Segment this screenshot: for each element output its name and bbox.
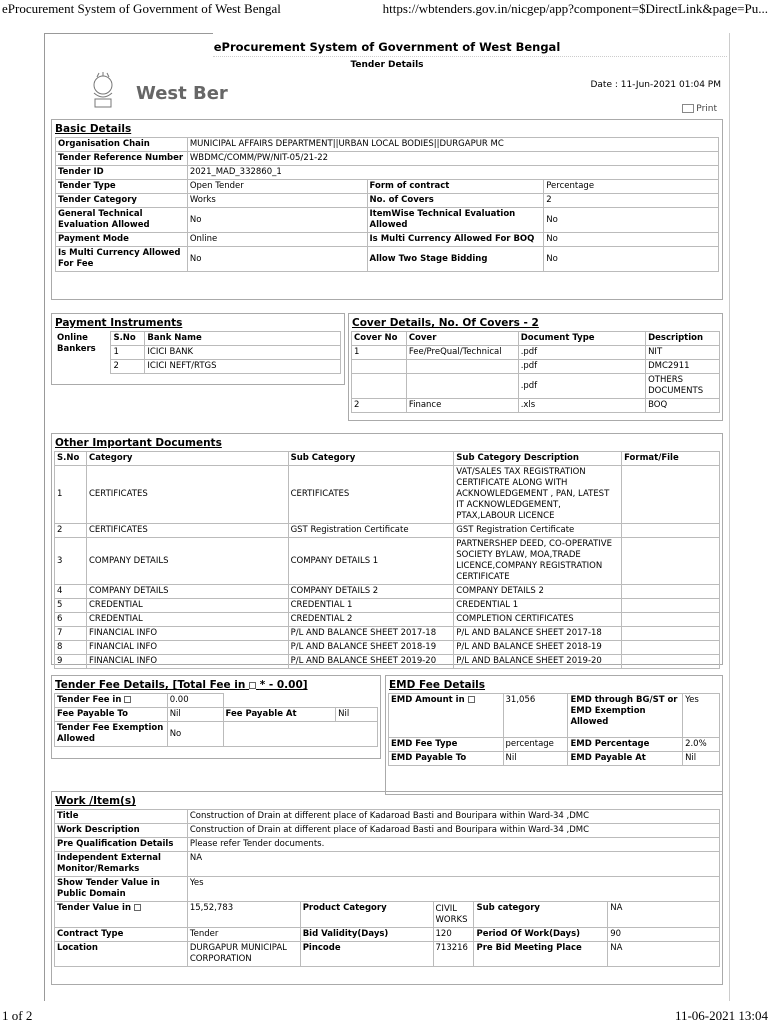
cell: 4 (55, 585, 87, 599)
value: Tender (187, 928, 300, 942)
cell: P/L AND BALANCE SHEET 2018-19 (288, 641, 454, 655)
cell: ICICI BANK (145, 346, 341, 360)
fee-title-prefix: Tender Fee Details, [Total Fee in (55, 679, 246, 691)
cell: 1 (352, 346, 407, 360)
print-label: Print (696, 104, 717, 114)
cell: CREDENTIAL 1 (288, 599, 454, 613)
value: 90 (608, 928, 720, 942)
column-header: Document Type (518, 332, 645, 346)
column-header: Description (646, 332, 720, 346)
value: Please refer Tender documents. (187, 838, 719, 852)
value: No (187, 247, 367, 272)
other-documents-section (51, 433, 723, 665)
label: Show Tender Value in Public Domain (55, 877, 188, 902)
label: General Technical Evaluation Allowed (56, 208, 188, 233)
label: Form of contract (367, 180, 544, 194)
section-title: Payment Instruments (55, 317, 183, 329)
cell: 3 (55, 538, 87, 585)
cell: BOQ (646, 399, 720, 413)
value: DURGAPUR MUNICIPAL CORPORATION (187, 942, 300, 967)
cell (622, 585, 720, 599)
table-row (56, 194, 719, 208)
value: 2 (544, 194, 719, 208)
value: Online (187, 233, 367, 247)
value: Works (187, 194, 367, 208)
value: Nil (503, 752, 568, 766)
cell: .pdf (518, 360, 645, 374)
table-row (56, 247, 719, 272)
table-row (389, 752, 720, 766)
cell: COMPANY DETAILS (86, 585, 288, 599)
table-row (56, 208, 719, 233)
table-row (55, 852, 720, 877)
cell (336, 694, 378, 708)
print-page-title: eProcurement System of Government of West Bengal (2, 1, 281, 16)
section-title (55, 679, 380, 691)
cell: VAT/SALES TAX REGISTRATION CERTIFICATE ALONG WITH ACKNOWLEDGEMENT , PAN, LATEST IT ACKNOWLEDGEMENT, PTAX,LABOUR LICENCE (454, 466, 622, 524)
column-header: Cover No (352, 332, 407, 346)
cell: P/L AND BALANCE SHEET 2019-20 (454, 655, 622, 669)
table-row (56, 180, 719, 194)
cell: COMPLETION CERTIFICATES (454, 613, 622, 627)
fee-in-label: Tender Fee in (57, 695, 122, 705)
cell: CREDENTIAL 2 (288, 613, 454, 627)
section-title: Other Important Documents (55, 437, 222, 449)
cell: CREDENTIAL 1 (454, 599, 622, 613)
cover-table (351, 331, 720, 413)
table-row (389, 738, 720, 752)
cell: P/L AND BALANCE SHEET 2017-18 (288, 627, 454, 641)
label (55, 902, 188, 928)
value: 713216 (433, 942, 474, 967)
label: Independent External Monitor/Remarks (55, 852, 188, 877)
cell: CERTIFICATES (86, 466, 288, 524)
value: No (167, 722, 223, 747)
label: Contract Type (55, 928, 188, 942)
tender-fee-section (51, 675, 381, 759)
column-header: Sub Category (288, 452, 454, 466)
cell (406, 360, 518, 374)
table-row (55, 877, 720, 902)
cell (622, 466, 720, 524)
value: 31,056 (503, 694, 568, 738)
current-date: Date : 11-Jun-2021 01:04 PM (590, 80, 721, 90)
cell: .pdf (518, 346, 645, 360)
value: No (187, 208, 367, 233)
label: EMD Fee Type (389, 738, 504, 752)
table-row (55, 902, 720, 928)
table-row (56, 233, 719, 247)
payment-table (55, 331, 341, 374)
table-row (55, 627, 720, 641)
value: Nil (683, 752, 720, 766)
cell: FINANCIAL INFO (86, 627, 288, 641)
value: CIVIL WORKS (433, 902, 474, 928)
value: MUNICIPAL AFFAIRS DEPARTMENT||URBAN LOCAL BODIES||DURGAPUR MC (187, 138, 718, 152)
label: Tender Reference Number (56, 152, 188, 166)
payment-instruments-section (51, 313, 345, 385)
section-title: EMD Fee Details (389, 679, 486, 691)
label (389, 694, 504, 738)
cell: OTHERS DOCUMENTS (646, 374, 720, 399)
fee-title-suffix: * - 0.00] (259, 679, 308, 691)
column-header: Format/File (622, 452, 720, 466)
print-button[interactable] (682, 104, 717, 114)
label: Is Multi Currency Allowed For Fee (56, 247, 188, 272)
cell (352, 374, 407, 399)
cell: P/L AND BALANCE SHEET 2019-20 (288, 655, 454, 669)
documents-table (54, 451, 720, 669)
value: Construction of Drain at different place of Kadaroad Basti and Bouripara within Ward-34 ,DMC (187, 810, 719, 824)
table-row (352, 332, 720, 346)
column-header: Sub Category Description (454, 452, 622, 466)
cell: 2 (111, 360, 145, 374)
column-header: Cover (406, 332, 518, 346)
cell: CREDENTIAL (86, 599, 288, 613)
site-title: eProcurement System of Government of West Bengal (213, 40, 561, 54)
table-row (352, 374, 720, 399)
section-title: Basic Details (55, 123, 132, 135)
label: Period Of Work(Days) (474, 928, 608, 942)
table-row (55, 694, 378, 708)
state-emblem-icon (85, 71, 121, 111)
label: Work Description (55, 824, 188, 838)
cell: 5 (55, 599, 87, 613)
table-row (55, 810, 720, 824)
label: Organisation Chain (56, 138, 188, 152)
page-frame (44, 33, 730, 1001)
column-header: S.No (55, 452, 87, 466)
value: 120 (433, 928, 474, 942)
cell: COMPANY DETAILS (86, 538, 288, 585)
table-row (55, 524, 720, 538)
value: Nil (167, 708, 223, 722)
value: Yes (187, 877, 719, 902)
cell: 2 (352, 399, 407, 413)
column-header: S.No (111, 332, 145, 346)
cell: GST Registration Certificate (454, 524, 622, 538)
table-row (55, 613, 720, 627)
label: Pre Qualification Details (55, 838, 188, 852)
label: Title (55, 810, 188, 824)
value: No (544, 247, 719, 272)
cell: GST Registration Certificate (288, 524, 454, 538)
rupee-icon (124, 696, 131, 703)
cell (223, 722, 378, 747)
print-url[interactable]: https://wbtenders.gov.in/nicgep/app?component=$DirectLink&page=Pu... (382, 1, 768, 16)
value: Nil (336, 708, 378, 722)
cell: CERTIFICATES (288, 466, 454, 524)
label (55, 694, 168, 708)
cell: Fee/PreQual/Technical (406, 346, 518, 360)
table-row (352, 399, 720, 413)
cell: 8 (55, 641, 87, 655)
table-row (55, 585, 720, 599)
basic-details-section (51, 119, 723, 300)
cell: FINANCIAL INFO (86, 655, 288, 669)
cell: COMPANY DETAILS 1 (288, 538, 454, 585)
label: Tender Type (56, 180, 188, 194)
rupee-icon (249, 682, 256, 689)
label: Tender ID (56, 166, 188, 180)
label: Product Category (300, 902, 433, 928)
print-header (0, 0, 770, 16)
label: Allow Two Stage Bidding (367, 247, 544, 272)
label: ItemWise Technical Evaluation Allowed (367, 208, 544, 233)
table-row (55, 708, 378, 722)
table-row (55, 655, 720, 669)
cell: COMPANY DETAILS 2 (288, 585, 454, 599)
table-row (352, 346, 720, 360)
rupee-icon (468, 696, 475, 703)
table-row (55, 466, 720, 524)
cell: DMC2911 (646, 360, 720, 374)
cell: NIT (646, 346, 720, 360)
cell: 2 (55, 524, 87, 538)
emd-amount-label: EMD Amount in (391, 695, 465, 705)
cell: .xls (518, 399, 645, 413)
value: Open Tender (187, 180, 367, 194)
cell (622, 641, 720, 655)
print-footer (0, 1006, 770, 1024)
table-row (55, 942, 720, 967)
cell (622, 599, 720, 613)
value: WBDMC/COMM/PW/NIT-05/21-22 (187, 152, 718, 166)
cell: 7 (55, 627, 87, 641)
label: Payment Mode (56, 233, 188, 247)
label: No. of Covers (367, 194, 544, 208)
cell: Finance (406, 399, 518, 413)
label: Fee Payable At (223, 708, 336, 722)
print-datetime: 11-06-2021 13:04 (674, 1008, 768, 1023)
value: NA (608, 942, 720, 967)
section-title: Cover Details, No. Of Covers - 2 (352, 317, 539, 329)
cell: 6 (55, 613, 87, 627)
table-row (55, 599, 720, 613)
column-header: Bank Name (145, 332, 341, 346)
label: Tender Category (56, 194, 188, 208)
label: EMD Payable To (389, 752, 504, 766)
basic-details-table (55, 137, 719, 272)
cell: CREDENTIAL (86, 613, 288, 627)
cell (622, 627, 720, 641)
cell (622, 524, 720, 538)
cell: CERTIFICATES (86, 524, 288, 538)
value: NA (608, 902, 720, 928)
label: Sub category (474, 902, 608, 928)
table-row (56, 138, 719, 152)
label: Location (55, 942, 188, 967)
value: percentage (503, 738, 568, 752)
cell: .pdf (518, 374, 645, 399)
brand-logo-text: West Ber (136, 83, 228, 104)
column-header: Category (86, 452, 288, 466)
value: Construction of Drain at different place of Kadaroad Basti and Bouripara within Ward-34 ,DMC (187, 824, 719, 838)
cell: 1 (55, 466, 87, 524)
value: 15,52,783 (187, 902, 300, 928)
cover-details-section (348, 313, 723, 421)
table-row (55, 452, 720, 466)
label: Is Multi Currency Allowed For BOQ (367, 233, 544, 247)
section-title: Work /Item(s) (55, 795, 136, 807)
documents-table-body (55, 466, 720, 669)
value: Yes (683, 694, 720, 738)
label: Fee Payable To (55, 708, 168, 722)
tender-value-label: Tender Value in (57, 903, 131, 913)
label: Pre Bid Meeting Place (474, 942, 608, 967)
cell: FINANCIAL INFO (86, 641, 288, 655)
table-row (55, 838, 720, 852)
table-row (56, 152, 719, 166)
value: 2.0% (683, 738, 720, 752)
cell: ICICI NEFT/RTGS (145, 360, 341, 374)
emd-fee-table (388, 693, 720, 766)
label: EMD through BG/ST or EMD Exemption Allowed (568, 694, 683, 738)
divider (213, 56, 727, 57)
page-subtitle: Tender Details (350, 60, 424, 70)
table-row (55, 641, 720, 655)
table-row (55, 332, 341, 346)
cell: PARTNERSHEP DEED, CO-OPERATIVE SOCIETY BYLAW, MOA,TRADE LICENCE,COMPANY REGISTRATION CERTIFICATE (454, 538, 622, 585)
cell: 1 (111, 346, 145, 360)
value: No (544, 208, 719, 233)
page-number: 1 of 2 (2, 1008, 33, 1023)
rupee-icon (134, 904, 141, 911)
label: Bid Validity(Days) (300, 928, 433, 942)
label: Tender Fee Exemption Allowed (55, 722, 168, 747)
cell (223, 694, 336, 708)
cell (622, 613, 720, 627)
cell (622, 655, 720, 669)
work-items-section (51, 791, 723, 985)
cell: P/L AND BALANCE SHEET 2017-18 (454, 627, 622, 641)
table-row (55, 928, 720, 942)
label: EMD Percentage (568, 738, 683, 752)
label: Pincode (300, 942, 433, 967)
cell (406, 374, 518, 399)
cell (352, 360, 407, 374)
cell (622, 538, 720, 585)
table-row (352, 360, 720, 374)
value: NA (187, 852, 719, 877)
value: 2021_MAD_332860_1 (187, 166, 718, 180)
value: Percentage (544, 180, 719, 194)
table-row (56, 166, 719, 180)
tender-fee-table (54, 693, 378, 747)
cell: P/L AND BALANCE SHEET 2018-19 (454, 641, 622, 655)
cell: 9 (55, 655, 87, 669)
divider (45, 33, 213, 34)
value: No (544, 233, 719, 247)
work-items-table (54, 809, 720, 967)
online-bankers-label: Online Bankers (57, 332, 96, 354)
table-row (389, 694, 720, 738)
printer-icon (682, 104, 694, 113)
label: EMD Payable At (568, 752, 683, 766)
table-row (55, 722, 378, 747)
table-row (55, 824, 720, 838)
cell: COMPANY DETAILS 2 (454, 585, 622, 599)
emd-fee-section (385, 675, 723, 795)
table-row (55, 538, 720, 585)
value: 0.00 (167, 694, 223, 708)
